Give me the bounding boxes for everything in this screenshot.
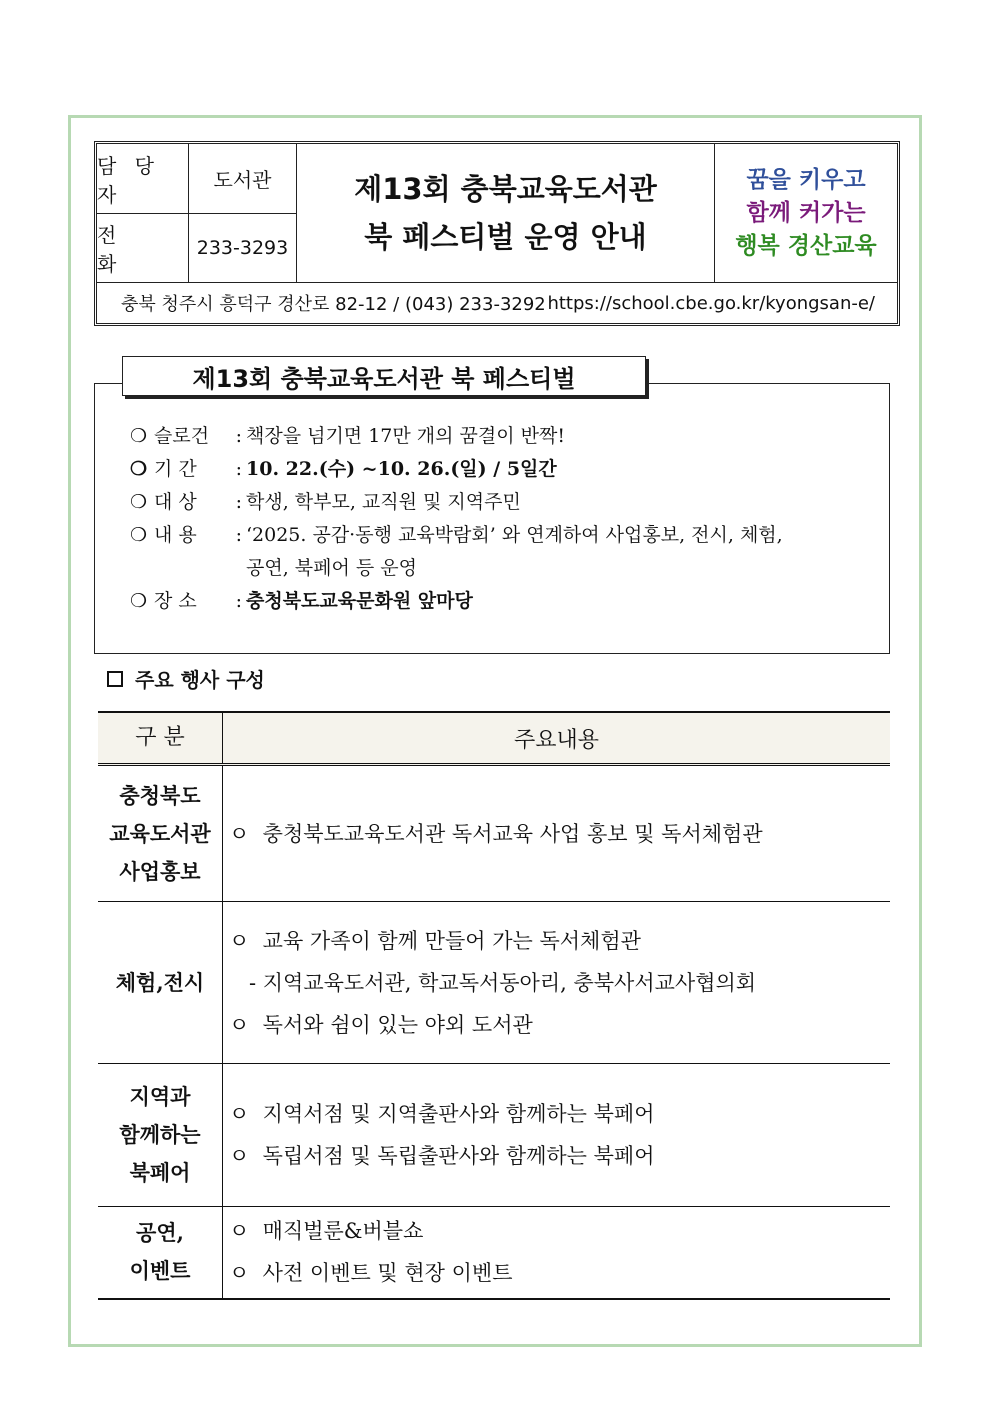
row-content	[223, 902, 891, 1064]
bullet-icon: ❍	[130, 425, 148, 447]
events-table	[98, 711, 890, 1300]
detail-key: 대 상 :	[154, 491, 242, 513]
section-heading	[107, 664, 265, 693]
table-row	[98, 902, 890, 1064]
row-content	[223, 1207, 891, 1299]
bullet-icon: ❍	[130, 458, 148, 480]
row-category: 충청북도 교육도서관 사업홍보	[98, 765, 223, 902]
row-category: 공연, 이벤트	[98, 1207, 223, 1299]
detail-key: 슬로건 :	[154, 425, 242, 447]
address: 충북 청주시 흥덕구 경산로 82-12 / (043) 233-3292	[121, 294, 546, 315]
row-content	[223, 765, 891, 902]
row-content	[223, 1064, 891, 1207]
table-row	[98, 765, 890, 902]
title-line-1: 제13회 충북교육도서관	[354, 172, 657, 206]
detail-value: 책장을 넘기면 17만 개의 꿈결이 반짝!	[246, 425, 565, 447]
address-bar	[97, 282, 897, 323]
column-header-content: 주요내용	[223, 712, 891, 765]
website-link[interactable]: https://school.cbe.go.kr/kyongsan-e/	[547, 292, 875, 314]
bullet-icon: ❍	[130, 491, 148, 513]
row-category: 체험,전시	[98, 902, 223, 1064]
detail-key: 장 소 :	[154, 590, 242, 612]
contact-label: 담 당 자	[97, 144, 189, 214]
list-item: ㅇ 독립서점 및 독립출판사와 함께하는 북페어	[229, 1144, 655, 1168]
phone-label: 전 화	[97, 214, 189, 282]
row-category: 지역과 함께하는 북페어	[98, 1064, 223, 1207]
list-item: ㅇ 독서와 쉼이 있는 야외 도서관	[229, 1012, 533, 1037]
detail-value: 학생, 학부모, 교직원 및 지역주민	[246, 491, 521, 513]
table-header-row	[98, 712, 890, 765]
table-row	[98, 1064, 890, 1207]
bullet-icon: ❍	[130, 524, 148, 546]
detail-target	[130, 486, 875, 519]
list-item: ㅇ 지역서점 및 지역출판사와 함께하는 북페어	[229, 1102, 655, 1126]
detail-period	[130, 453, 875, 486]
detail-content	[130, 519, 875, 585]
festival-details	[130, 420, 875, 618]
table-row	[98, 1207, 890, 1299]
document-title	[297, 144, 715, 282]
list-item: ㅇ 충청북도교육도서관 독서교육 사업 홍보 및 독서체험관	[229, 821, 763, 846]
detail-value: ‘2025. 공감·동행 교육박람회’ 와 연계하여 사업홍보, 전시, 체험, 공연, 북페어 등 운영	[246, 524, 783, 579]
column-header-category: 구 분	[98, 712, 223, 765]
detail-slogan	[130, 420, 875, 453]
slogan-line-1: 꿈을 키우고	[746, 166, 866, 193]
list-item: ㅇ 매직벌룬&버블쇼	[229, 1219, 424, 1244]
checkbox-icon	[107, 671, 123, 687]
list-item: ㅇ 사전 이벤트 및 현장 이벤트	[229, 1261, 513, 1286]
slogan	[715, 144, 897, 282]
detail-place	[130, 585, 875, 618]
list-sub-item: - 지역교육도서관, 학교독서동아리, 충북사서교사협의회	[249, 970, 757, 995]
detail-key: 내 용 :	[154, 524, 242, 546]
festival-title: 제13회 충북교육도서관 북 페스티벌	[122, 356, 646, 396]
slogan-line-3: 행복 경산교육	[735, 232, 877, 259]
bullet-icon: ❍	[130, 590, 148, 612]
contact-value: 도서관	[189, 144, 297, 214]
section-title: 주요 행사 구성	[135, 668, 265, 692]
detail-key: 기 간 :	[154, 458, 242, 480]
header-block	[94, 141, 900, 326]
detail-value: 10. 22.(수) ~10. 26.(일) / 5일간	[246, 458, 557, 480]
slogan-line-2: 함께 커가는	[746, 199, 866, 226]
detail-value: 충청북도교육문화원 앞마당	[246, 590, 473, 612]
phone-value: 233-3293	[189, 214, 297, 282]
title-line-2: 북 페스티벌 운영 안내	[364, 220, 647, 254]
list-item: ㅇ 교육 가족이 함께 만들어 가는 독서체험관	[229, 928, 641, 953]
